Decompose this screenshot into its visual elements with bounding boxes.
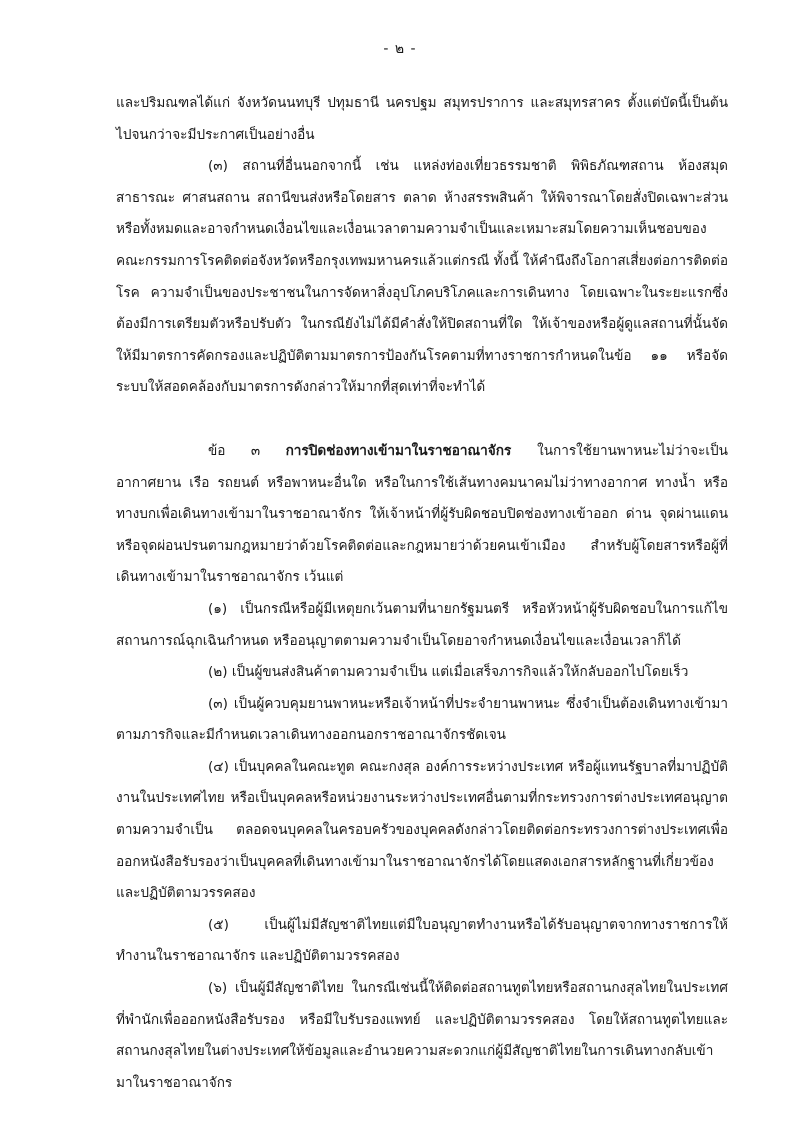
clause-item-1: (๑) เป็นกรณีหรือผู้มีเหตุยกเว้นตามที่นายกรัฐมนตรี หรือหัวหน้าผู้รับผิดชอบในการแก้ไขสถานการณ์ฉุกเฉินกำหนด หรืออนุญาตตามความจำเป็นโดยอาจกำหนดเงื่อนไขและเงื่อนเวลาก็ได้ bbox=[116, 600, 728, 649]
document-body bbox=[116, 88, 728, 1099]
clause-text: ในการใช้ยานพาหนะไม่ว่าจะเป็นอากาศยาน เรือ รถยนต์ หรือพาหนะอื่นใด หรือในการใช้เส้นทางคมนาคมไม่ว่าทางอากาศ ทางน้ำ หรือทางบกเพื่อเดินทางเข้ามาในราชอาณาจักร ให้เจ้าหน้าที่ผู้รับผิดชอบปิดช่องทางเข้าออก ด่าน จุดผ่านแดน หรือจุดผ่อนปรนตามกฎหมายว่าด้วยโรคติดต่อและกฎหมายว่าด้วยคนเข้าเมือง สำหรับผู้โดยสารหรือผู้ที่เดินทางเข้ามาในราชอาณาจักร เว้นแต่ bbox=[116, 442, 728, 586]
page-number: - ๒ - bbox=[383, 41, 417, 57]
clause-item-3: (๓) เป็นผู้ควบคุมยานพาหนะหรือเจ้าหน้าที่ประจำยานพาหนะ ซึ่งจำเป็นต้องเดินทางเข้ามาตามภารกิจและมีกำหนดเวลาเดินทางออกนอกราชอาณาจักรชัดเจน bbox=[116, 695, 728, 744]
clause-item-4: (๔) เป็นบุคคลในคณะทูต คณะกงสุล องค์การระหว่างประเทศ หรือผู้แทนรัฐบาลที่มาปฏิบัติงานในประเทศไทย หรือเป็นบุคคลหรือหน่วยงานระหว่างประเทศอื่นตามที่กระทรวงการต่างประเทศอนุญาตตามความจำเป็น ตลอดจนบุคคลในครอบครัวของบุคคลดังกล่าวโดยติดต่อกระทรวงการต่างประเทศเพื่อออกหนังสือรับรองว่าเป็นบุคคลที่เดินทางเข้ามาในราชอาณาจักรได้โดยแสดงเอกสารหลักฐานที่เกี่ยวข้อง และปฏิบัติตามวรรคสอง bbox=[116, 758, 728, 902]
clause-3-paragraph bbox=[116, 436, 728, 594]
clause-number: ข้อ ๓ bbox=[208, 442, 286, 459]
previous-item-3-paragraph: (๓) สถานที่อื่นนอกจากนี้ เช่น แหล่งท่องเที่ยวธรรมชาติ พิพิธภัณฑสถาน ห้องสมุดสาธารณะ ศาสนสถาน สถานีขนส่งหรือโดยสาร ตลาด ห้างสรรพสินค้า ให้พิจารณาโดยสั่งปิดเฉพาะส่วนหรือทั้งหมดและอาจกำหนดเงื่อนไขและเงื่อนเวลาตามความจำเป็นและเหมาะสมโดยความเห็นชอบของคณะกรรมการโรคติดต่อจังหวัดหรือกรุงเทพมหานครแล้วแต่กรณี ทั้งนี้ ให้คำนึงถึงโอกาสเสี่ยงต่อการติดต่อโรค ความจำเป็นของประชาชนในการจัดหาสิ่งอุปโภคบริโภคและการเดินทาง โดยเฉพาะในระยะแรกซึ่งต้องมีการเตรียมตัวหรือปรับตัว ในกรณียังไม่ได้มีคำสั่งให้ปิดสถานที่ใด ให้เจ้าของหรือผู้ดูแลสถานที่นั้นจัดให้มีมาตรการคัดกรองและปฏิบัติตามมาตรการป้องกันโรคตามที่ทางราชการกำหนดในข้อ ๑๑ หรือจัดระบบให้สอดคล้องกับมาตรการดังกล่าวให้มากที่สุดเท่าที่จะทำได้ bbox=[116, 158, 728, 396]
clause-heading: การปิดช่องทางเข้ามาในราชอาณาจักร bbox=[285, 442, 538, 459]
continuation-paragraph: และปริมณฑลได้แก่ จังหวัดนนทบุรี ปทุมธานี นครปฐม สมุทรปราการ และสมุทรสาคร ตั้งแต่บัดนี้เป็นต้นไปจนกว่าจะมีประกาศเป็นอย่างอื่น bbox=[116, 95, 728, 143]
clause-item-6: (๖) เป็นผู้มีสัญชาติไทย ในกรณีเช่นนี้ให้ติดต่อสถานทูตไทยหรือสถานกงสุลไทยในประเทศที่พำนักเพื่อออกหนังสือรับรอง หรือมีใบรับรองแพทย์ และปฏิบัติตามวรรคสอง โดยให้สถานทูตไทยและสถานกงสุลไทยในต่างประเทศให้ข้อมูลและอำนวยความสะดวกแก่ผู้มีสัญชาติไทยในการเดินทางกลับเข้ามาในราชอาณาจักร bbox=[116, 980, 728, 1091]
clause-item-2: (๒) เป็นผู้ขนส่งสินค้าตามความจำเป็น แต่เมื่อเสร็จภารกิจแล้วให้กลับออกไปโดยเร็ว bbox=[208, 664, 689, 681]
clause-item-5: (๕) เป็นผู้ไม่มีสัญชาติไทยแต่มีใบอนุญาตทำงานหรือได้รับอนุญาตจากทางราชการให้ทำงานในราชอาณาจักร และปฏิบัติตามวรรคสอง bbox=[116, 916, 728, 965]
section-gap bbox=[116, 404, 728, 436]
